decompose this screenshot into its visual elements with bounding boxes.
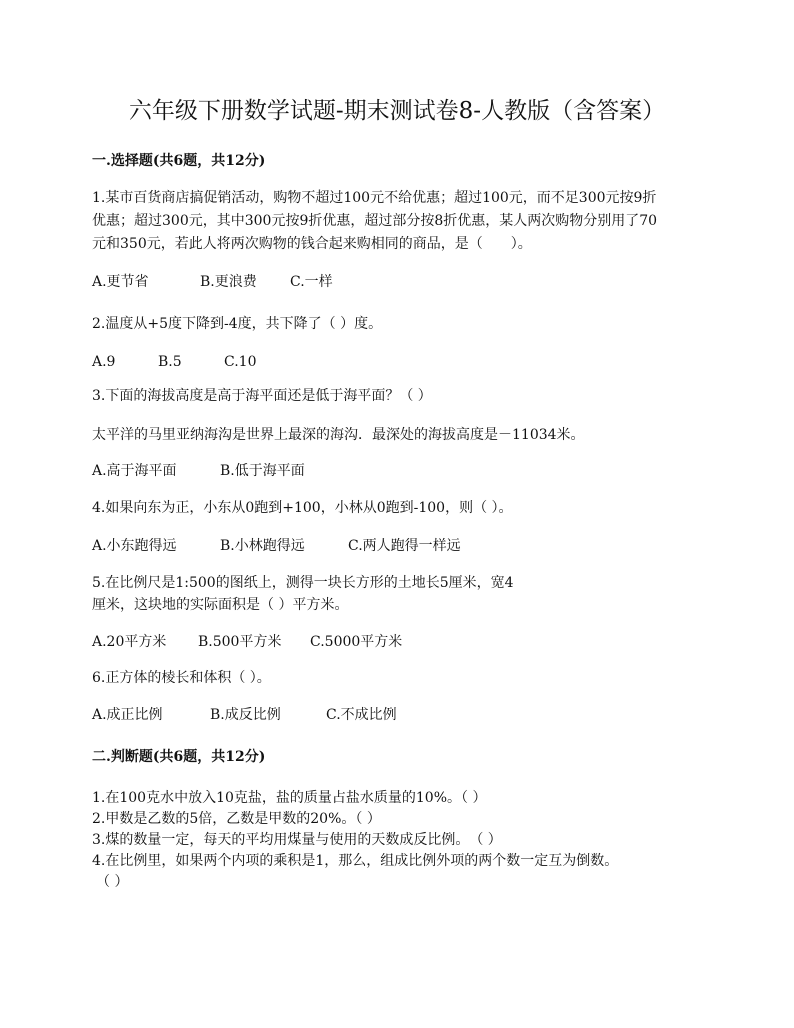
option-a: A.9 (92, 354, 116, 370)
question-1-line-2: 优惠；超过300元，其中300元按9折优惠，超过部分按8折优惠，某人两次购物分别用了70 (92, 213, 658, 229)
option-a: A.小东跑得远 (92, 538, 177, 554)
question-4-text: 4.如果向东为正，小东从0跑到+100，小林从0跑到-100，则（ ）。 (92, 500, 513, 516)
option-c: C.5000平方米 (310, 634, 403, 650)
question-5-options (92, 631, 402, 653)
judgement-item-4-blank: （ ） (96, 874, 129, 890)
question-1-line-3: 元和350元，若此人将两次购物的钱合起来购相同的商品，是（ ）。 (92, 236, 532, 252)
page-title: 六年级下册数学试题-期末测试卷8-人教版（含答案） (128, 98, 666, 124)
question-6-options (92, 704, 397, 726)
section-heading-choice: 一.选择题(共6题，共12分) (92, 153, 266, 169)
option-a: A.成正比例 (92, 707, 163, 723)
option-b: B.低于海平面 (220, 463, 305, 479)
option-a: A.高于海平面 (92, 463, 177, 479)
question-2-options (92, 351, 256, 373)
question-6-text: 6.正方体的棱长和体积（ ）。 (92, 670, 271, 686)
question-3-options (92, 460, 305, 482)
judgement-item-3: 3.煤的数量一定，每天的平均用煤量与使用的天数成反比例。 （ ） (92, 832, 502, 848)
question-2-text: 2.温度从+5度下降到-4度，共下降了（ ）度。 (92, 316, 383, 332)
option-c: C.不成比例 (326, 707, 397, 723)
option-b: B.5 (158, 354, 182, 370)
question-5-line-1: 5.在比例尺是1:500的图纸上，测得一块长方形的土地长5厘米，宽4 (92, 575, 514, 591)
option-a: A.20平方米 (92, 634, 167, 650)
judgement-item-1: 1.在100克水中放入10克盐，盐的质量占盐水质量的10%。（ ） (92, 790, 487, 806)
option-c: C.一样 (290, 274, 333, 290)
judgement-item-2: 2.甲数是乙数的5倍，乙数是甲数的20%。（ ） (92, 811, 381, 827)
question-1-options (92, 271, 333, 293)
judgement-item-4: 4.在比例里，如果两个内项的乘积是1，那么，组成比例外项的两个数一定互为倒数。 (92, 853, 619, 869)
section-heading-judgement: 二.判断题(共6题，共12分) (92, 749, 266, 765)
question-4-options (92, 535, 461, 557)
question-5-line-2: 厘米，这块地的实际面积是（ ）平方米。 (92, 597, 349, 613)
question-3-text: 3.下面的海拔高度是高于海平面还是低于海平面？（ ） (92, 388, 432, 404)
option-c: C.两人跑得一样远 (348, 538, 461, 554)
option-b: B.小林跑得远 (220, 538, 305, 554)
question-1-line-1: 1.某市百货商店搞促销活动，购物不超过100元不给优惠；超过100元，而不足300元按9折 (92, 190, 657, 206)
option-b: B.更浪费 (200, 274, 257, 290)
option-b: B.成反比例 (210, 707, 281, 723)
option-b: B.500平方米 (198, 634, 282, 650)
option-c: C.10 (224, 354, 257, 370)
question-3-subtext: 太平洋的马里亚纳海沟是世界上最深的海沟．最深处的海拔高度是－11034米。 (92, 427, 585, 443)
option-a: A.更节省 (92, 274, 149, 290)
